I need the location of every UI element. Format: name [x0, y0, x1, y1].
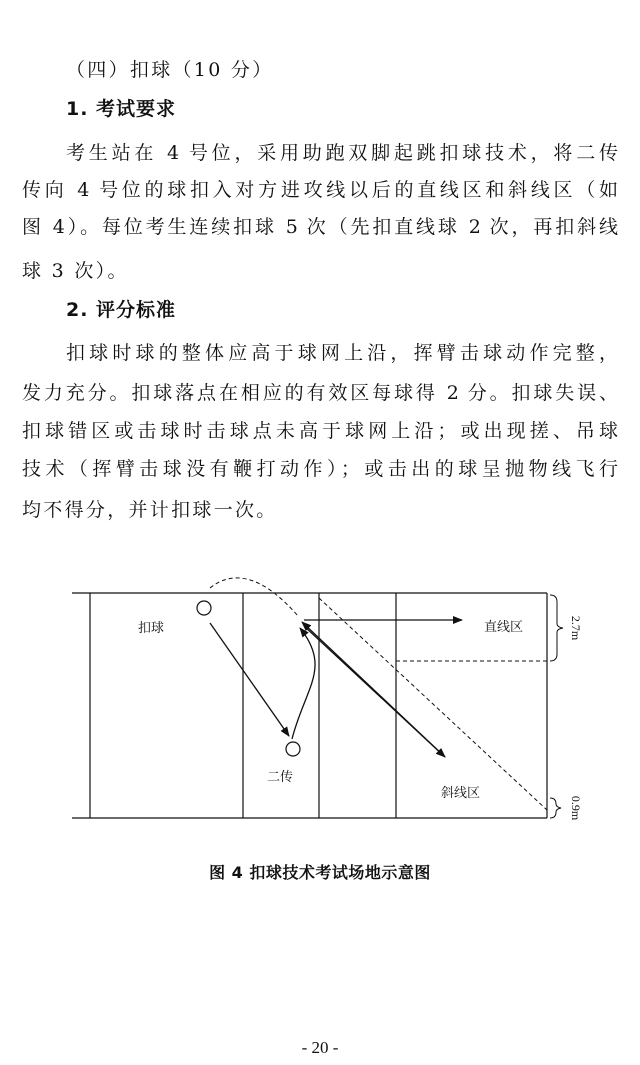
figure-caption: 图 4 扣球技术考试场地示意图 [209, 863, 431, 882]
dimension-bottom-label: 0.9m [569, 795, 583, 821]
diagonal-zone-label: 斜线区 [441, 786, 481, 801]
subheading-scoring-criteria: 2. 评分标准 [66, 299, 177, 321]
dim-bracket-top-icon [550, 595, 563, 661]
paragraph-line: 考生站在 4 号位，采用助跑双脚起跳扣球技术，将二传 [66, 142, 618, 164]
dimension-top-label: 2.7m [569, 615, 583, 641]
court-diagram [60, 568, 600, 833]
paragraph-line: 发力充分。扣球落点在相应的有效区每球得 2 分。扣球失误、 [22, 382, 618, 404]
pass-to-setter-arrow [210, 623, 289, 736]
paragraph-line: 均不得分，并计扣球一次。 [22, 499, 278, 521]
setter-position-icon [286, 742, 300, 756]
paragraph-line: 图 4）。每位考生连续扣球 5 次（先扣直线球 2 次，再扣斜线 [22, 216, 618, 238]
dim-bracket-bottom-icon [550, 798, 561, 818]
setter-label: 二传 [267, 770, 294, 785]
page-number: - 20 - [301, 1038, 339, 1057]
paragraph-line: 球 3 次）。 [22, 260, 129, 282]
paragraph-line: 传向 4 号位的球扣入对方进攻线以后的直线区和斜线区（如 [22, 179, 618, 201]
diagonal-spike-arrow-back [302, 622, 445, 757]
ball-trajectory-dashed [210, 578, 298, 616]
set-arc-arrow [292, 628, 315, 739]
spiker-position-icon [197, 601, 211, 615]
section-title: （四）扣球（10 分） [66, 59, 274, 81]
straight-zone-label: 直线区 [484, 620, 524, 635]
paragraph-line: 技术（挥臂击球没有鞭打动作）；或击出的球呈抛物线飞行 [22, 458, 618, 480]
subheading-exam-requirements: 1. 考试要求 [66, 98, 177, 120]
paragraph-line: 扣球时球的整体应高于球网上沿，挥臂击球动作完整， [66, 342, 618, 364]
spike-label: 扣球 [138, 621, 165, 636]
paragraph-line: 扣球错区或击球时击球点未高于球网上沿；或出现搓、吊球 [22, 420, 618, 442]
